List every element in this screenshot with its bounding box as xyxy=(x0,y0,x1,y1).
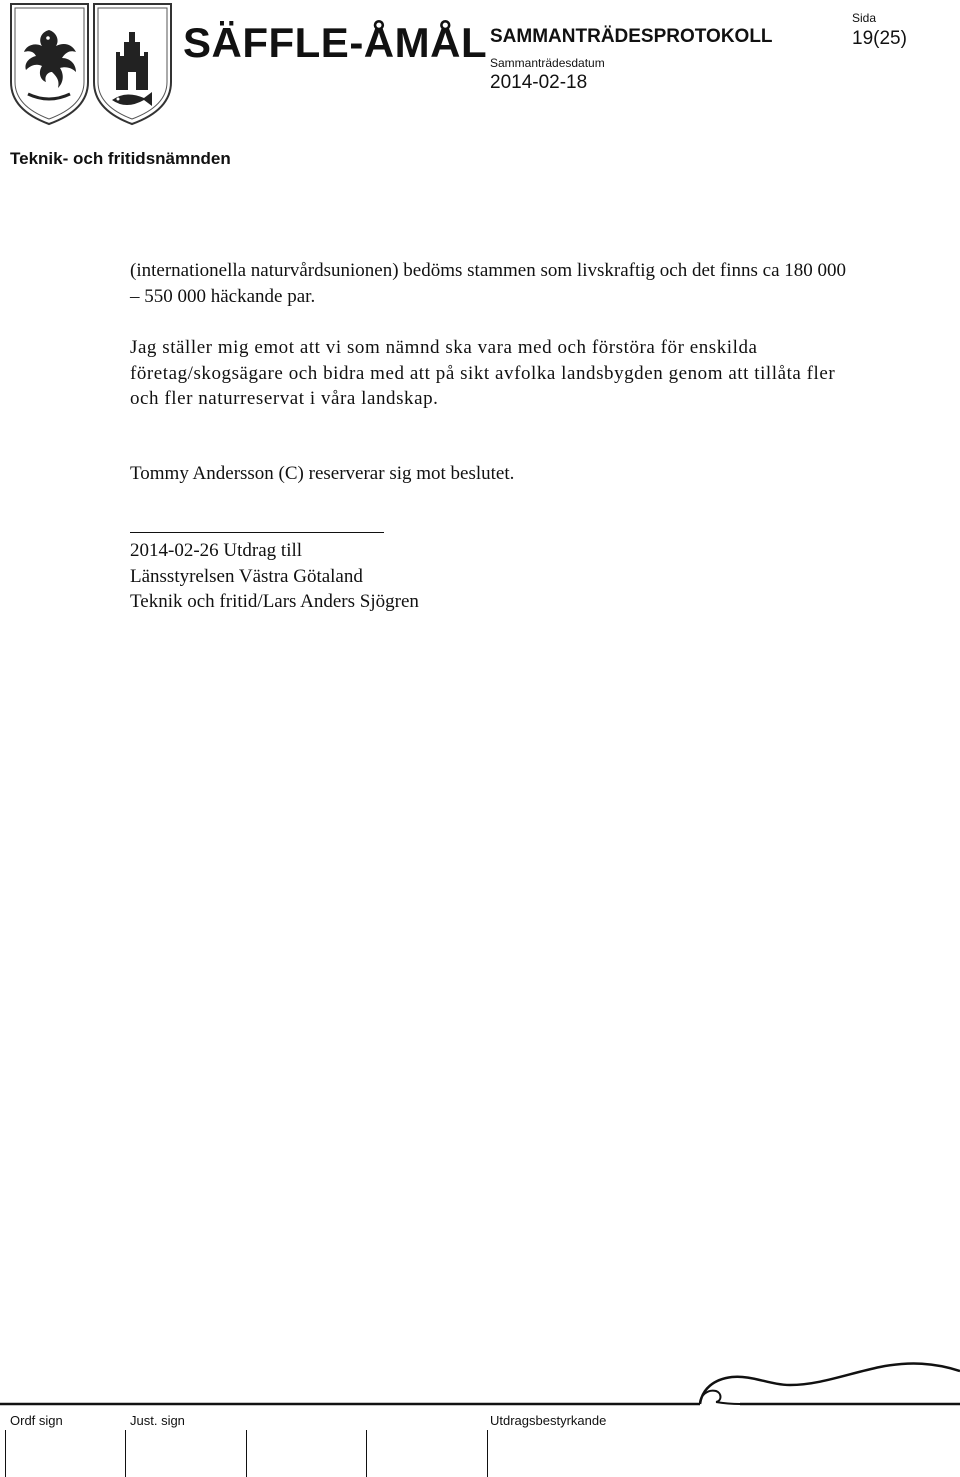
paragraph-iucn: (internationella naturvårdsunionen) bedöms stammen som livskraftig och det finns ca 180 000 – 550 000 häckande par. xyxy=(130,260,847,307)
page-number: 19(25) xyxy=(852,28,907,49)
paragraph-statement: Jag ställer mig emot att vi som nämnd ska vara med och förstöra för enskilda företag/skogsägare och bidra med att på sikt avfolka landsbygden genom att tillåta fler och fler naturreservat i våra landskap. xyxy=(130,337,836,410)
meeting-date-value: 2014-02-18 xyxy=(490,72,588,93)
griffin-shield-icon xyxy=(11,4,88,124)
committee-name: Teknik- och fritidsnämnden xyxy=(10,149,231,168)
ordf-sign-label: Ordf sign xyxy=(10,1413,63,1428)
extract-distribution xyxy=(130,538,419,615)
signature-box-divider xyxy=(487,1430,488,1477)
wave-icon xyxy=(0,1355,960,1415)
castle-fish-shield-icon xyxy=(94,4,171,124)
signature-box-divider xyxy=(5,1430,6,1477)
signature-box-divider xyxy=(246,1430,247,1477)
signature-box-divider xyxy=(366,1430,367,1477)
extract-line-date: 2014-02-26 Utdrag till xyxy=(130,540,303,561)
document-type: SAMMANTRÄDESPROTOKOLL xyxy=(490,26,773,47)
extract-line-recipient-1: Länsstyrelsen Västra Götaland xyxy=(130,565,363,587)
just-sign-label: Just. sign xyxy=(130,1413,185,1428)
coat-of-arms-logo xyxy=(8,2,174,126)
brand-name: SÄFFLE-ÅMÅL xyxy=(183,19,488,66)
paragraph-reservation: Tommy Andersson (C) reserverar sig mot beslutet. xyxy=(130,463,515,484)
extract-line-recipient-2: Teknik och fritid/Lars Anders Sjögren xyxy=(130,591,419,613)
page-label: Sida xyxy=(852,11,877,25)
separator-line xyxy=(130,532,384,533)
utdragsbestyrkande-label: Utdragsbestyrkande xyxy=(490,1413,607,1428)
meeting-date-label: Sammanträdesdatum xyxy=(490,56,605,70)
signature-box-divider xyxy=(125,1430,126,1477)
